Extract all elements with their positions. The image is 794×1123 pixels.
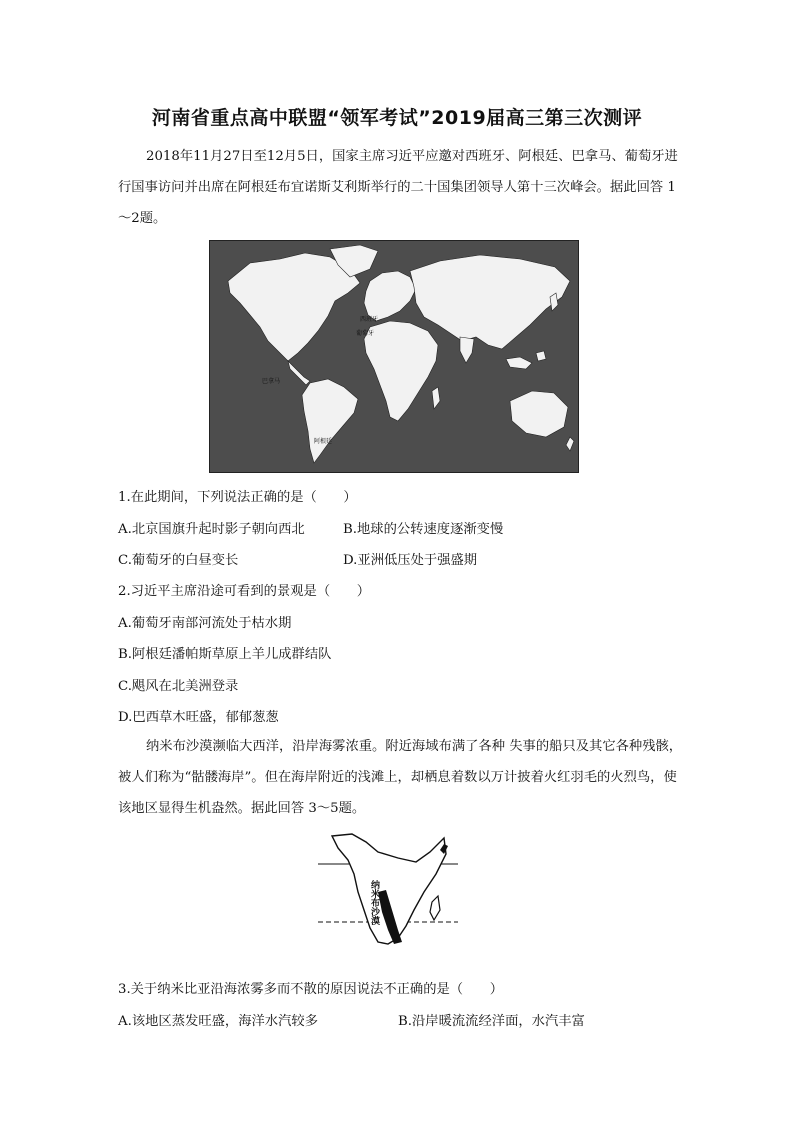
world-map-graphic bbox=[210, 241, 578, 472]
q3-option-a: A.该地区蒸发旺盛，海洋水汽较多 bbox=[118, 1014, 318, 1029]
q1-stem: 1.在此期间，下列说法正确的是（ ） bbox=[118, 490, 357, 505]
q2-stem: 2.习近平主席沿途可看到的景观是（ ） bbox=[118, 584, 371, 599]
world-map-figure bbox=[209, 240, 579, 473]
q2-option-a: A.葡萄牙南部河流处于枯水期 bbox=[118, 616, 292, 631]
namib-map-figure bbox=[318, 830, 458, 950]
namib-map-graphic bbox=[318, 830, 458, 950]
q3-stem: 3.关于纳米比亚沿海浓雾多而不散的原因说法不正确的是（ ） bbox=[118, 982, 503, 997]
namib-desert-label: 纳米布沙漠 bbox=[369, 880, 379, 925]
q1-option-d: D.亚洲低压处于强盛期 bbox=[343, 553, 478, 568]
intro-passage-1-text: 2018年11月27日至12月5日，国家主席习近平应邀对西班牙、阿根廷、巴拿马、葡萄牙进行国事访问并出席在阿根廷布宜诺斯艾利斯举行的二十国集团领导人第十三次峰会。据此回答 1～2题。 bbox=[118, 149, 678, 226]
map-label-spain: 西班牙 bbox=[360, 316, 379, 323]
map-label-panama: 巴拿马 bbox=[262, 378, 281, 385]
map-label-argentina: 阿根廷 bbox=[314, 438, 333, 445]
intro-passage-1 bbox=[118, 141, 684, 234]
intro-passage-2 bbox=[118, 731, 684, 824]
q2-option-d: D.巴西草木旺盛，郁郁葱葱 bbox=[118, 710, 279, 725]
q1-option-b: B.地球的公转速度逐渐变慢 bbox=[343, 522, 504, 537]
q2-option-b: B.阿根廷潘帕斯草原上羊儿成群结队 bbox=[118, 647, 332, 662]
q1-option-a: A.北京国旗升起时影子朝向西北 bbox=[118, 522, 305, 537]
q1-option-c: C.葡萄牙的白昼变长 bbox=[118, 553, 239, 568]
intro-passage-2-text: 纳米布沙漠濒临大西洋，沿岸海雾浓重。附近海域布满了各种 失事的船只及其它各种残骸，被人们称为“骷髅海岸”。但在海岸附近的浅滩上，却栖息着数以万计披着火红羽毛的火烈鸟，使该地区显得生机盎然。据此回答 3～5题。 bbox=[118, 739, 683, 816]
map-label-portugal: 葡萄牙 bbox=[356, 330, 375, 337]
q2-option-c: C.飓风在北美洲登录 bbox=[118, 679, 239, 694]
page-title: 河南省重点高中联盟“领军考试”2019届高三第三次测评 bbox=[151, 107, 643, 129]
q3-option-b: B.沿岸暖流流经洋面，水汽丰富 bbox=[398, 1014, 585, 1029]
